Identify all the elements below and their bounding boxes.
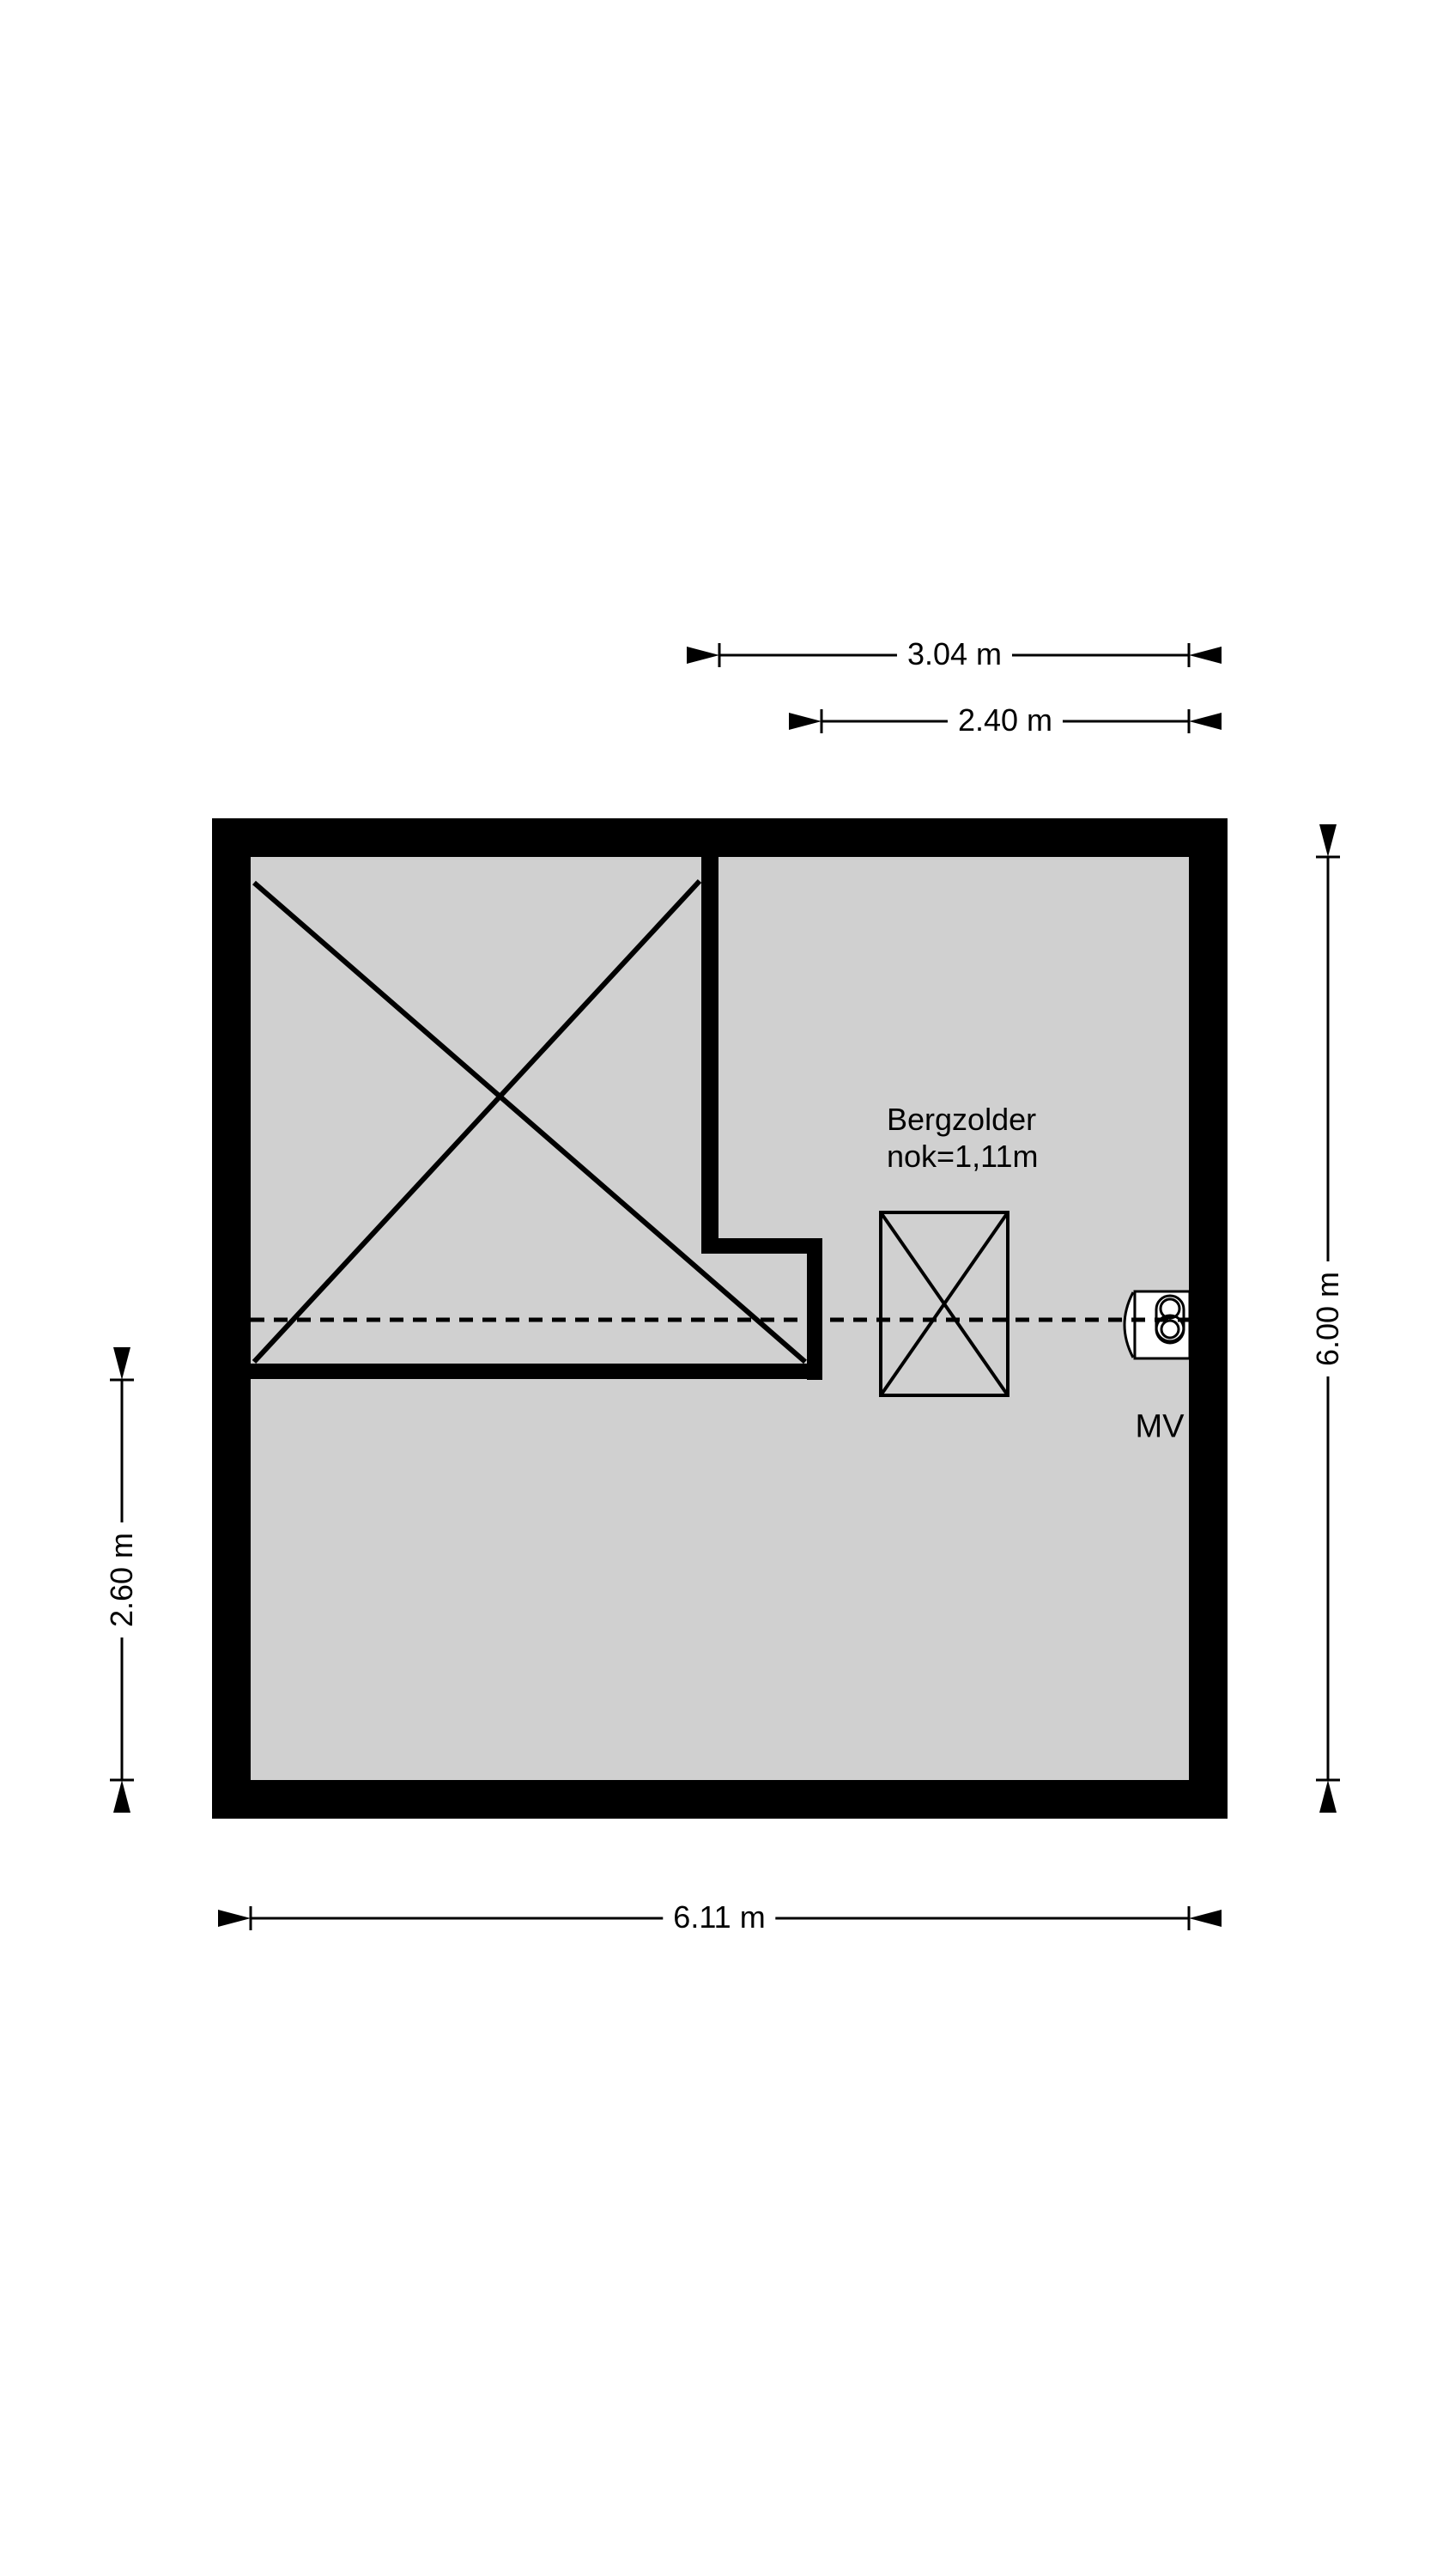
room-label-block bbox=[887, 1101, 1038, 1175]
mv-unit-label: MV bbox=[1135, 1408, 1185, 1445]
dimension-label-left: 2.60 m bbox=[105, 1522, 139, 1637]
room-name: Bergzolder bbox=[887, 1102, 1037, 1137]
dimension-label-right: 6.00 m bbox=[1311, 1261, 1345, 1376]
dimension-label-top-outer: 3.04 m bbox=[897, 637, 1012, 671]
mv-unit-icon bbox=[1125, 1291, 1190, 1358]
ridge-height-label: nok=1,11m bbox=[887, 1139, 1039, 1174]
dimension-label-bottom: 6.11 m bbox=[663, 1900, 775, 1935]
dimension-label-top-inner: 2.40 m bbox=[948, 703, 1063, 738]
